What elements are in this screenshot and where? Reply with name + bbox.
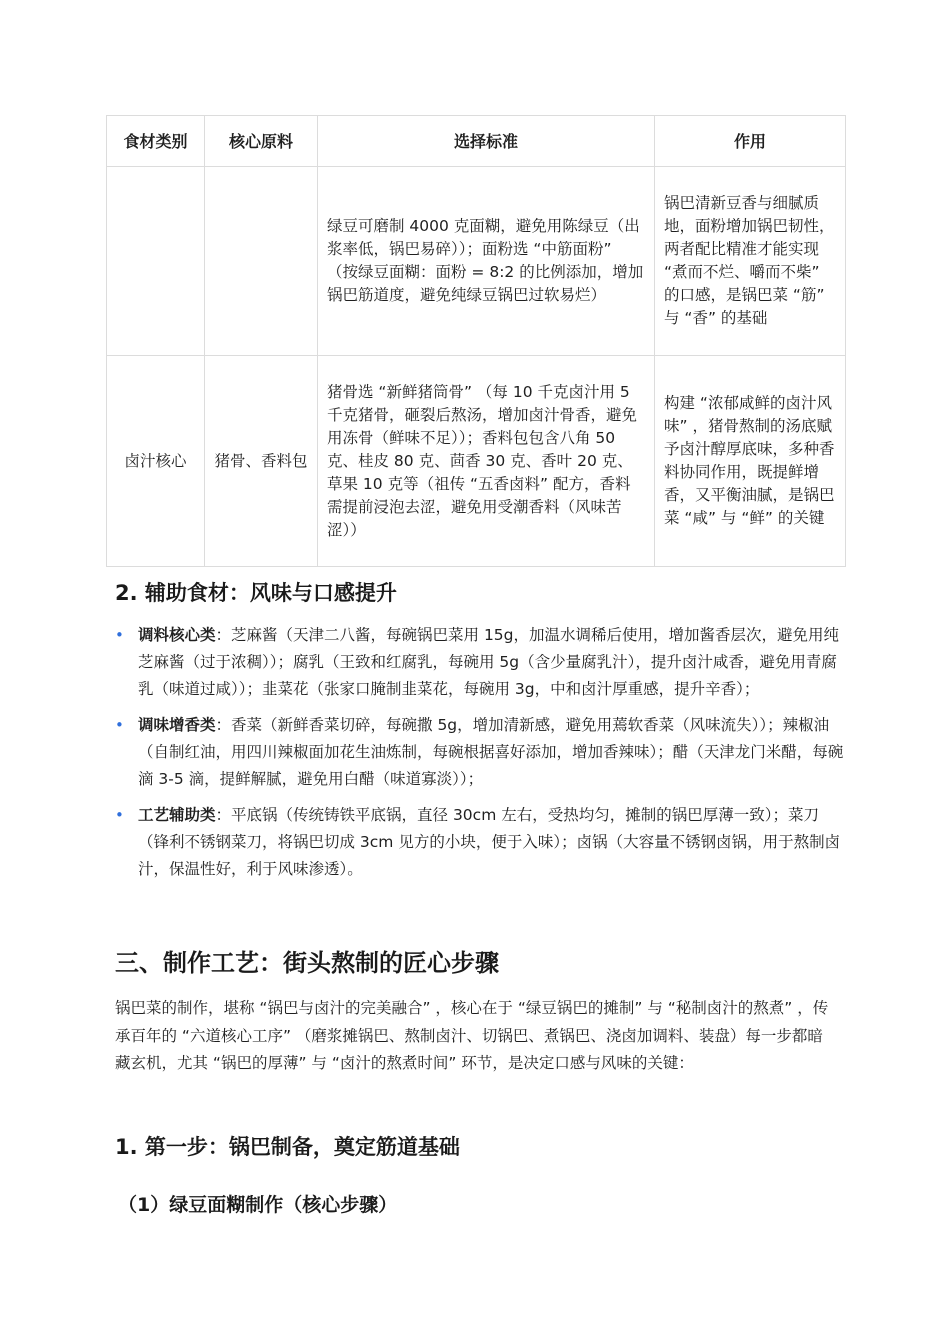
item-text: ：平底锅（传统铸铁平底锅，直径 30cm 左右，受热均匀，摊制的锅巴厚薄一致）；菜刀（锋利不锈钢菜刀，将锅巴切成 3cm 见方的小块，便于入味）；卤锅（大容量不锈钢卤锅，用于熬制卤汁，保温性好，利于风味渗透）。 <box>138 806 841 878</box>
cell-raw-material: 猪骨、香料包 <box>205 356 318 567</box>
header-standard: 选择标准 <box>318 116 655 167</box>
item-text: ：芝麻酱（天津二八酱，每碗锅巴菜用 15g，加温水调稀后使用，增加酱香层次，避免用纯芝麻酱（过于浓稠））；腐乳（王致和红腐乳，每碗用 5g（含少量腐乳汁），提升卤汁咸香，避免用青腐乳（味道过咸））；韭菜花（张家口腌制韭菜花，每碗用 3g，中和卤汁厚重感，提升辛香）； <box>138 626 840 698</box>
bullet-icon: • <box>115 716 124 734</box>
table-header-row <box>107 116 846 167</box>
step1-subheading: （1）绿豆面糊制作（核心步骤） <box>118 1194 398 1216</box>
bullet-icon: • <box>115 626 124 644</box>
item-text: ：香菜（新鲜香菜切碎，每碗撒 5g，增加清新感，避免用蔫软香菜（风味流失））；辣椒油（自制红油，用四川辣椒面加花生油炼制，每碗根据喜好添加，增加香辣味）；醋（天津龙门米醋，每碗滴 3-5 滴，提鲜解腻，避免用白醋（味道寡淡））； <box>138 716 844 788</box>
header-category: 食材类别 <box>107 116 205 167</box>
item-term: 调味增香类 <box>138 716 216 734</box>
table-row <box>107 356 846 567</box>
ingredients-table <box>106 115 846 567</box>
header-effect: 作用 <box>655 116 846 167</box>
list-item <box>115 712 845 793</box>
table-row <box>107 167 846 356</box>
step1-heading: 1. 第一步：锅巴制备，奠定筋道基础 <box>115 1135 460 1159</box>
header-raw-material: 核心原料 <box>205 116 318 167</box>
item-term: 工艺辅助类 <box>138 806 216 824</box>
cell-standard: 绿豆可磨制 4000 克面糊，避免用陈绿豆（出浆率低，锅巴易碎））；面粉选 “中筋面粉” （按绿豆面糊：面粉 = 8:2 的比例添加，增加锅巴筋道度，避免纯绿豆锅巴过软易烂） <box>318 167 655 356</box>
section-heading-craft: 三、制作工艺：街头熬制的匠心步骤 <box>115 949 499 977</box>
aux-ingredient-list <box>115 622 845 892</box>
list-item <box>115 802 845 883</box>
craft-intro-paragraph: 锅巴菜的制作，堪称 “锅巴与卤汁的完美融合” ，核心在于 “绿豆锅巴的摊制” 与 “秘制卤汁的熬煮” ，传承百年的 “六道核心工序” （磨浆摊锅巴、熬制卤汁、切锅巴、煮锅巴、浇卤加调料、装盘）每一步都暗藏玄机，尤其 “锅巴的厚薄” 与 “卤汁的熬煮时间” 环节，是决定口感与风味的关键： <box>115 999 829 1072</box>
bullet-icon: • <box>115 806 124 824</box>
item-term: 调料核心类 <box>138 626 216 644</box>
section-heading-aux: 2. 辅助食材：风味与口感提升 <box>115 581 397 605</box>
cell-effect: 锅巴清新豆香与细腻质地，面粉增加锅巴韧性，两者配比精准才能实现 “煮而不烂、嚼而不柴” 的口感，是锅巴菜 “筋” 与 “香” 的基础 <box>655 167 846 356</box>
cell-effect: 构建 “浓郁咸鲜的卤汁风味” ，猪骨熬制的汤底赋予卤汁醇厚底味，多种香料协同作用，既提鲜增香，又平衡油腻，是锅巴菜 “咸” 与 “鲜” 的关键 <box>655 356 846 567</box>
cell-category <box>107 167 205 356</box>
cell-raw-material <box>205 167 318 356</box>
cell-category: 卤汁核心 <box>107 356 205 567</box>
cell-standard: 猪骨选 “新鲜猪筒骨” （每 10 千克卤汁用 5 千克猪骨，砸裂后熬汤，增加卤汁骨香，避免用冻骨（鲜味不足））；香料包包含八角 50 克、桂皮 80 克、茴香 30 克、香叶 20 克、草果 10 克等（祖传 “五香卤料” 配方，香料需提前浸泡去涩，避免用受潮香料（风味苦涩）） <box>318 356 655 567</box>
list-item <box>115 622 845 703</box>
